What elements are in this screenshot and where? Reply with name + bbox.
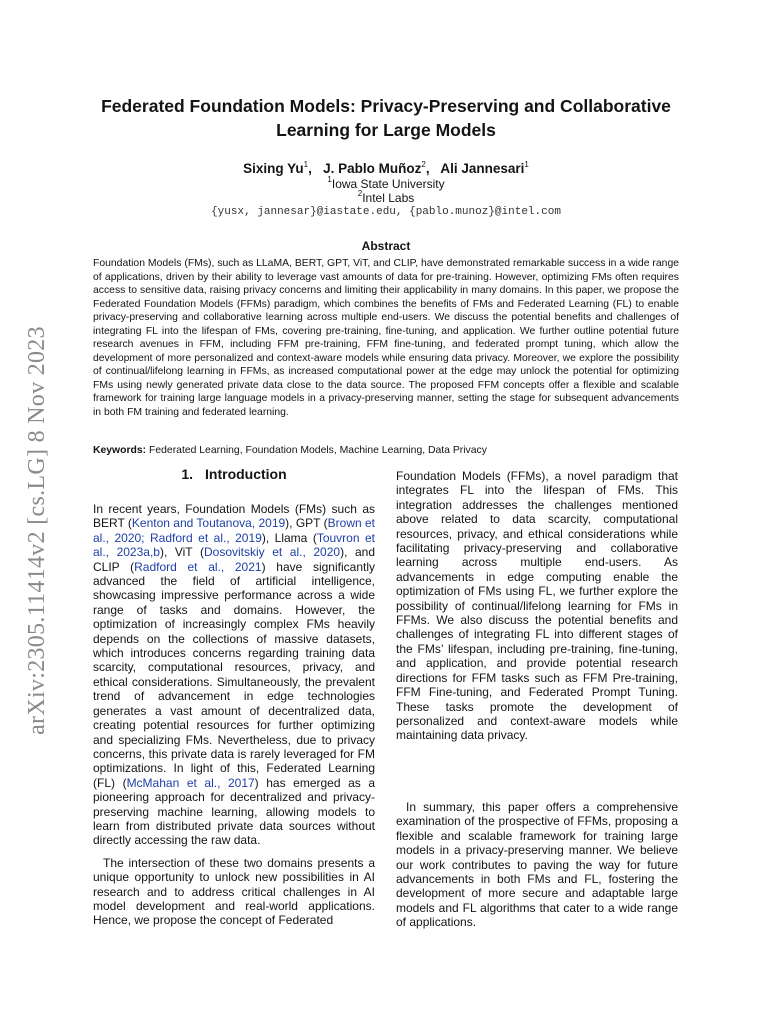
citation-link[interactable]: Brown et al., 2020; Radford et al., 2019 xyxy=(93,516,376,545)
intro-paragraph: The intersection of these two domains presents a unique opportunity to unlock new possibilities in AI research and to address critical challenges in AI model development and real-world applications. Hence, we propose the concept of Federated xyxy=(93,855,375,928)
section-title: Introduction xyxy=(205,466,287,482)
body-text: In recent years, Foundation Models (FMs) such as BERT ( xyxy=(93,502,375,531)
body-paragraph: Foundation Models (FFMs), a novel paradigm that integrates FL into the lifespan of FMs. This integration addresses the challenges mentioned above related to data scarcity, computational resources, privacy, and ethical considerations while facilitating privacy-preserving and collaborative learning across multiple end-users. As advancements in edge computing enable the optimization of FMs using FL, we further explore the possibility of continual/lifelong learning for FMs in FFMs. We also discuss the potential benefits and challenges of integrating FL into different stages of the FMs’ lifespan, including pre-training, fine-tuning, and application, and provide potential research directions for FFM tasks such as FFM Pre-training, FFM Fine-tuning, and Federated Prompt Tuning. These tasks promote the development of personalized and context-aware models while maintaining data privacy. xyxy=(396,469,678,743)
body-text: ), ViT ( xyxy=(159,545,204,560)
author-affiliation-mark: 2 xyxy=(421,160,426,169)
section-heading xyxy=(93,466,375,482)
body-text: ), Llama ( xyxy=(261,530,317,545)
author-name: Sixing Yu xyxy=(243,161,304,176)
author-list: Sixing Yu$^1$, J. Pablo Muñoz$^2$, Ali Jannesari$^1$ xyxy=(243,160,529,176)
affiliation-mark: 1 xyxy=(327,175,332,184)
body-text: ), and CLIP ( xyxy=(93,545,375,574)
author-name: Ali Jannesari xyxy=(440,161,525,176)
affiliation-name: Iowa State University xyxy=(331,177,445,191)
body-text: ) has emerged as a pioneering approach for decentralized and privacy-preserving machine learning, allowing models to learn from distributed private data sources without directly accessing the raw data. xyxy=(93,775,375,848)
arxiv-identifier xyxy=(8,300,66,760)
section-number: 1. xyxy=(181,466,194,482)
affiliation-mark: 2 xyxy=(357,189,363,198)
body-text: ) have significantly advanced the field of artificial intelligence, showcasing impressive performance across a wide range of tasks and domains. However, the optimization of increasingly complex FMs heavily depends on the collections of massive datasets, which introduces concerns regarding training data scarcity, computational resources, privacy, and ethical considerations. Simultaneously, the prevalent trend of advancement in edge technologies generates a vast amount of decentralized data, creating potential resources for further optimizing and specializing FMs. Nevertheless, due to privacy concerns, this private data is rarely leveraged for FM optimizations. In light of this, Federated Learning (FL) ( xyxy=(93,559,375,790)
keywords xyxy=(93,444,679,458)
citation-link[interactable]: Dosovitskiy et al., 2020 xyxy=(203,545,341,560)
author-affiliation-mark: 1 xyxy=(303,160,309,169)
author-name: J. Pablo Muñoz xyxy=(323,161,422,176)
citation-link[interactable]: Kenton and Toutanova, 2019 xyxy=(131,516,286,531)
arxiv-identifier-text: arXiv:2305.11414v2 [cs.LG] 8 Nov 2023 xyxy=(23,325,50,735)
summary-paragraph xyxy=(396,800,678,930)
citation-link[interactable]: Radford et al., 2021 xyxy=(134,559,262,574)
abstract-text: Foundation Models (FMs), such as LLaMA, BERT, GPT, ViT, and CLIP, have demonstrated remarkable success in a wide range of applications, driven by their ability to leverage vast amounts of data for pre-training. However, optimizing FMs often requires access to sensitive data, raising privacy concerns and limiting their applicability in many domains. In this paper, we propose the Federated Foundation Models (FFMs) paradigm, which combines the benefits of FMs and Federated Learning (FL) to enable privacy-preserving and collaborative learning across multiple end-users. We discuss the potential benefits and challenges of integrating FL into the lifespan of FMs, covering pre-training, fine-tuning, and application. We further outline potential future research avenues in FFM, including FFM pre-training, FFM fine-tuning, and federated prompt tuning, which allow the development of more personalized and context-aware models while ensuring data privacy. Moreover, we explore the possibility of continual/lifelong learning in FFMs, as increased computational power at the edge may unlock the potential for optimizing FMs using newly generated private data close to the data source. The proposed FFM concepts offer a flexible and scalable framework for training large language models in a privacy-preserving manner, setting the stage for subsequent advancements in both FM training and federated learning. xyxy=(93,258,679,418)
citation-link[interactable]: Touvron et al., 2023a,b xyxy=(93,530,375,560)
affiliation-name: Intel Labs xyxy=(362,191,415,205)
right-column-paragraph xyxy=(396,469,678,743)
intro-paragraph xyxy=(93,502,375,848)
author-affiliation-mark: 1 xyxy=(524,160,529,169)
affiliation xyxy=(96,191,676,206)
keywords-label: Keywords: xyxy=(93,445,147,456)
body-text: ), GPT ( xyxy=(285,516,328,531)
keywords-list: Federated Learning, Foundation Models, Machine Learning, Data Privacy xyxy=(149,445,487,456)
affiliation xyxy=(96,177,676,192)
paper-title: Federated Foundation Models: Privacy-Preserving and Collaborative Learning for Large Models xyxy=(101,96,671,140)
citation-link[interactable]: McMahan et al., 2017 xyxy=(126,775,255,790)
abstract-heading: Abstract xyxy=(361,239,411,253)
author-emails: {yusx, jannesar}@iastate.edu, {pablo.munoz}@intel.com xyxy=(211,206,561,218)
left-column xyxy=(93,502,375,928)
body-paragraph: In summary, this paper offers a comprehensive examination of the prospective of FFMs, proposing a flexible and scalable framework for training large models in a privacy-preserving manner. We believe our work contributes to paving the way for future advancements in both FMs and FL, fostering the development of more secure and adaptable large models and FL algorithms that cater to a wide range of applications. xyxy=(396,800,678,930)
